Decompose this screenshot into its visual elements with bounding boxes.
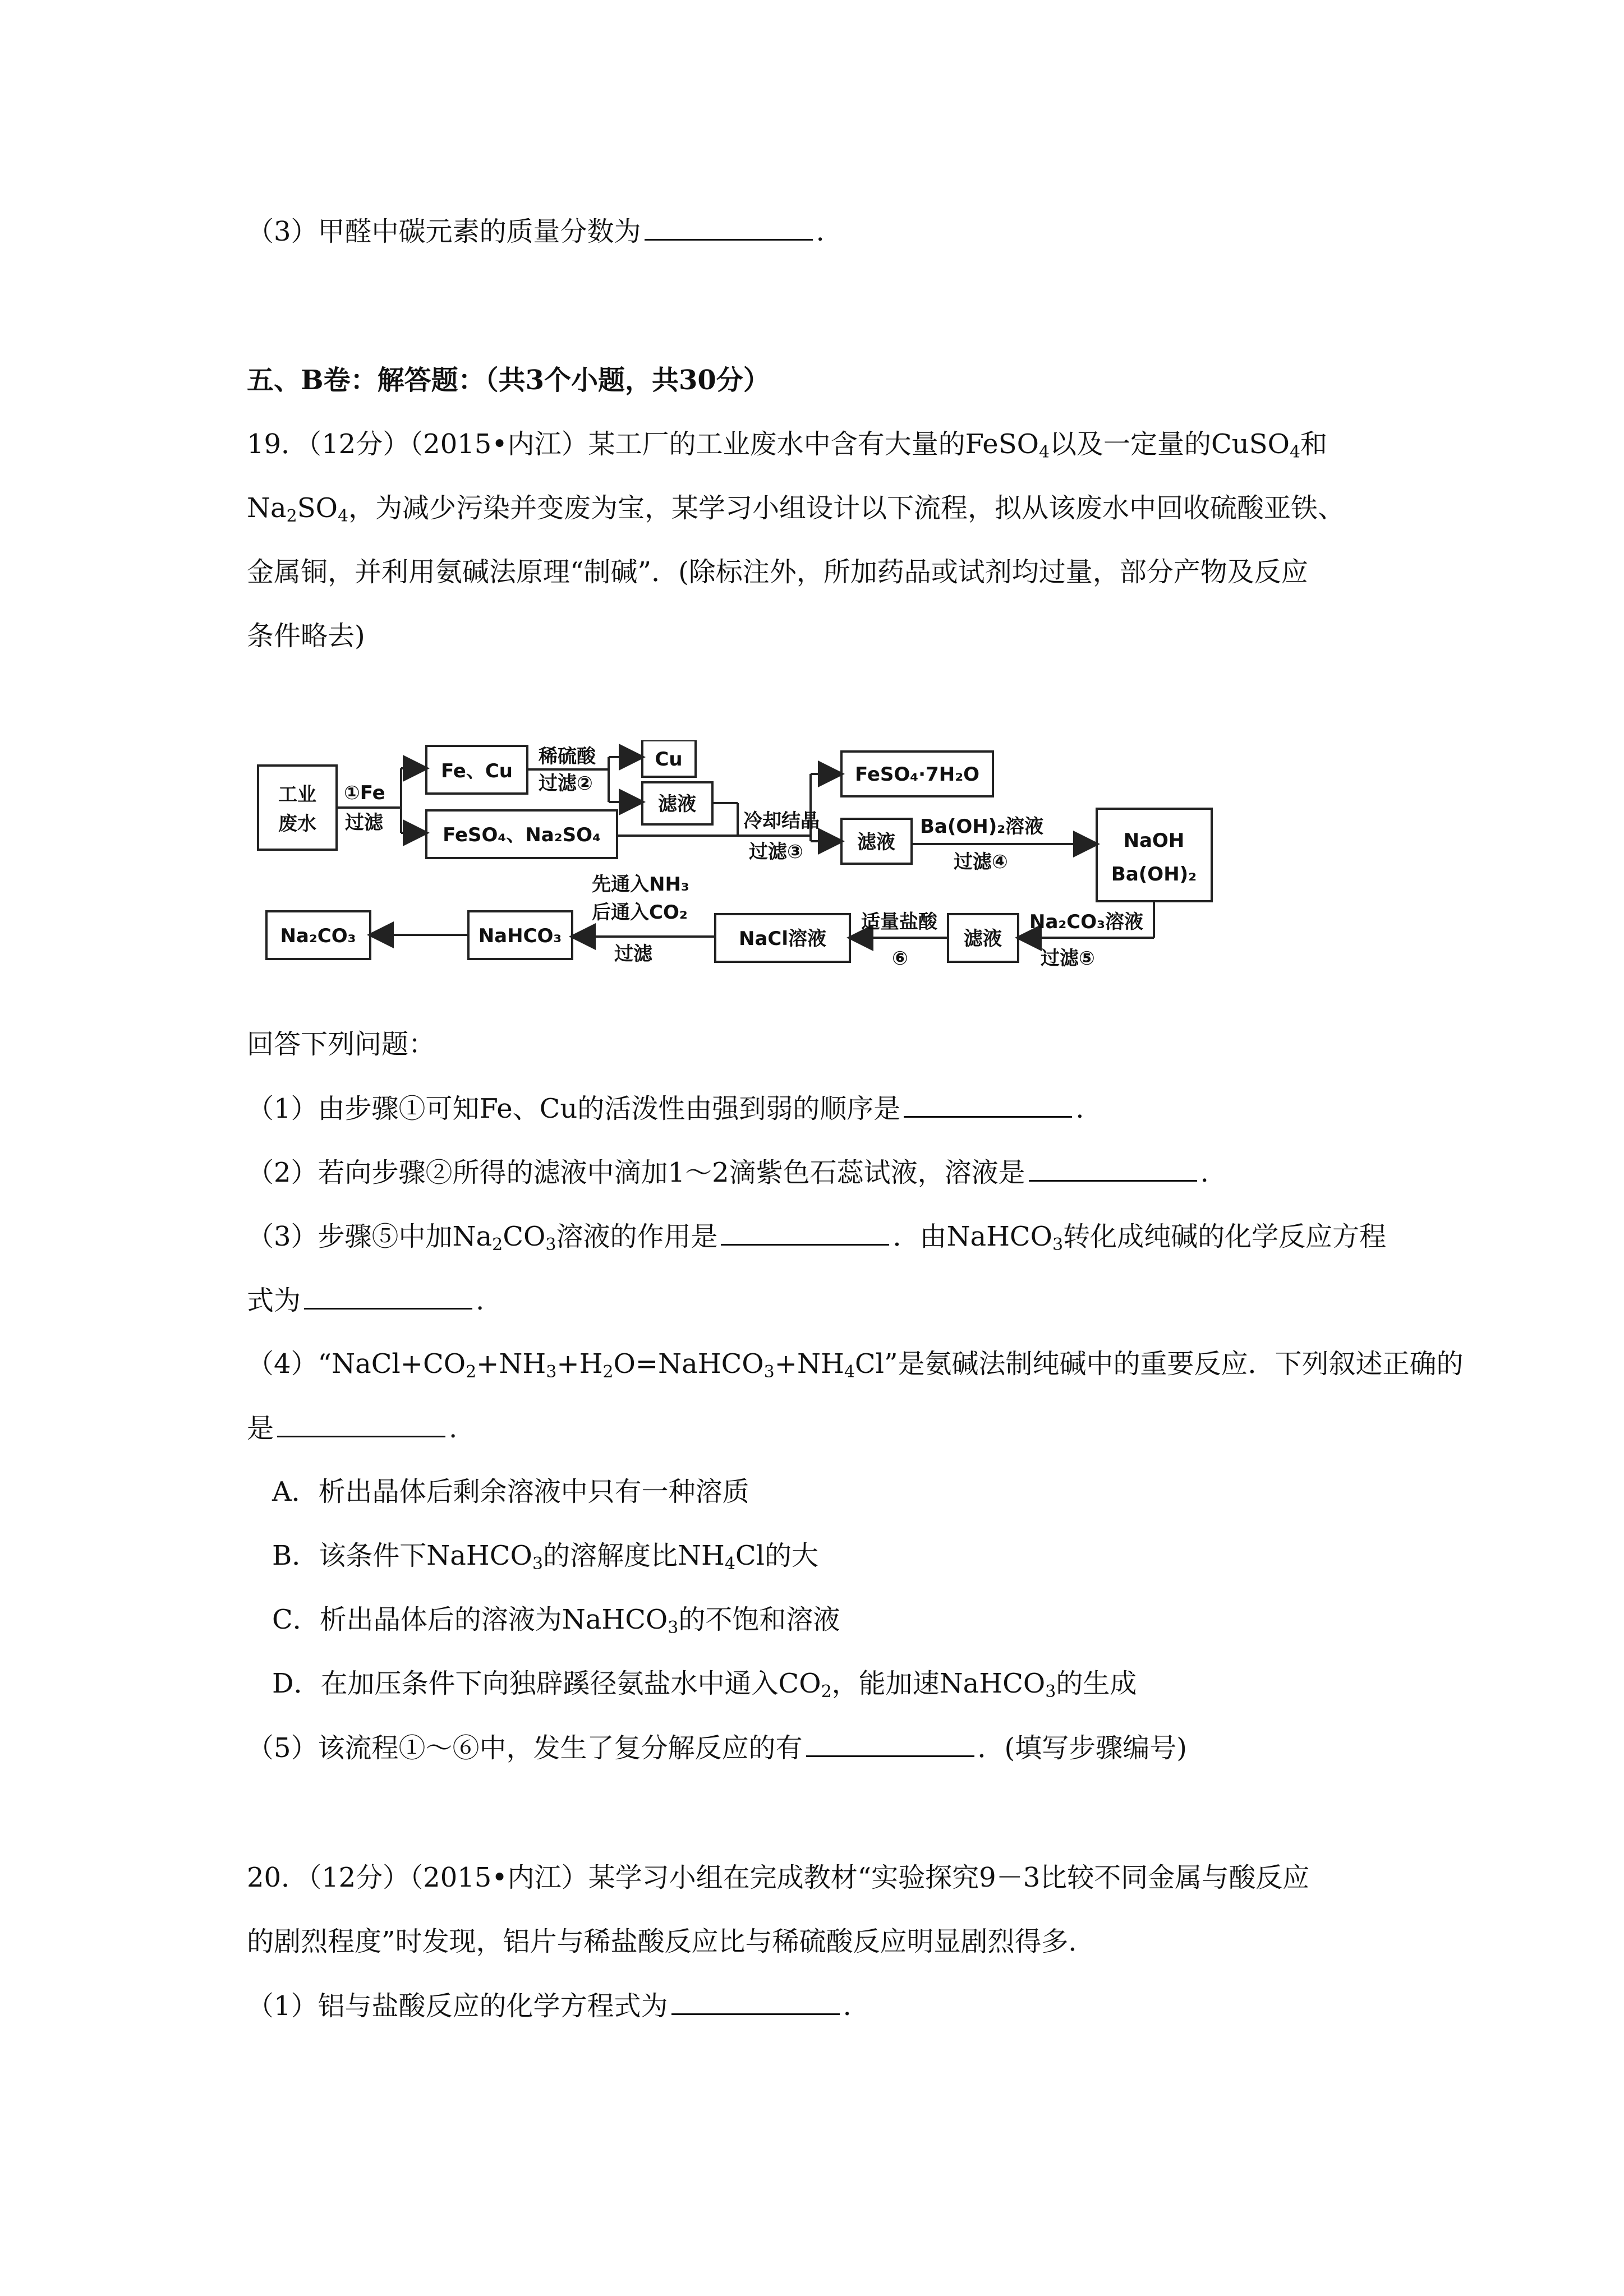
label-feso4-na2so4: FeSO₄、Na₂SO₄ [443,824,601,846]
question-19-line1: 19．（12分）（2015•内江）某工厂的工业废水中含有大量的FeSO$_4$以及一定量的CuSO$_4$和 [247,428,1328,462]
question-19-line3: 金属铜，并利用氨碱法原理“制碱”．(除标注外，所加药品或试剂均过量，部分产物及反应 [247,556,1308,588]
answer-blank[interactable] [904,1091,1072,1118]
sub-question-4-line1: $(4)“NaCl+CO_2+NH_3+H_2O=NaHCO_3+NH_4Cl$”是氨碱法制纯碱中的重要反应．下列叙述正确的 [247,1348,1464,1382]
option-c[interactable]: C．析出晶体后的溶液为NaHCO$_3$的不饱和溶液 [272,1604,840,1638]
question-18-part3: （3）甲醛中碳元素的质量分数为 . [247,214,825,248]
label-baoh2: Ba(OH)₂ [1111,863,1197,886]
sub-question-2: （2）若向步骤②所得的滤液中滴加1～2滴紫色石蕊试液，溶液是 . [247,1155,1209,1190]
process-flow-diagram [255,740,1220,998]
label-na2co3: Na₂CO₃ [280,925,356,947]
answer-blank[interactable] [1029,1155,1197,1182]
label-step2-b: 过滤② [539,772,593,795]
label-fe-cu: Fe、Cu [440,760,513,782]
answer-blank[interactable] [806,1731,974,1757]
label-step6-b: ⑥ [892,947,908,970]
question-19-line4: 条件略去) [247,620,365,652]
question-19-line2: $Na_2SO_4$，为减少污染并变废为宝，某学习小组设计以下流程，拟从该废水中回收硫酸亚铁、 [247,492,1345,526]
option-b[interactable]: B．该条件下NaHCO$_3$的溶解度比$NH_4Cl$的大 [272,1540,818,1574]
label-step1-b: 过滤 [345,812,383,834]
label-step3-a: 冷却结晶 [743,810,820,832]
label-step4-a: Ba(OH)₂溶液 [920,815,1044,838]
label-naoh: NaOH [1123,829,1185,852]
answer-blank[interactable] [277,1411,445,1437]
label-step5-a: Na₂CO₃溶液 [1029,911,1144,933]
sub-question-4-line2: 是 . [247,1411,457,1445]
label-step2-a: 稀硫酸 [539,745,596,768]
label-waste-1: 工业 [278,783,316,806]
option-d[interactable]: D．在加压条件下向独辟蹊径氨盐水中通入$CO_2$，能加速NaHCO$_3$的生成 [272,1668,1137,1702]
sub-question-5: （5）该流程①～⑥中，发生了复分解反应的有 ．(填写步骤编号) [247,1731,1187,1765]
label-filtrate-3: 滤液 [964,928,1002,950]
label-gas-c: 过滤 [614,943,652,965]
question-20-part1: （1）铝与盐酸反应的化学方程式为 . [247,1989,852,2023]
label-cu: Cu [655,748,683,771]
label-gas-a: 先通入NH₃ [592,873,689,896]
answer-blank[interactable] [721,1219,889,1246]
label-step5-b: 过滤⑤ [1041,947,1095,970]
answer-blank[interactable] [304,1283,472,1310]
answer-blank[interactable] [671,1989,840,2015]
label-waste-2: 废水 [278,813,316,835]
box-naoh-baoh2 [1097,809,1212,901]
box-waste-water [258,766,337,850]
label-step1-a: ①Fe [344,782,385,804]
label-feso4-7h2o: FeSO₄·7H₂O [854,763,980,786]
label-filtrate-1: 滤液 [658,793,696,815]
sub-question-3-line1: （3）步骤⑤中加$Na_2CO_3$溶液的作用是 ．由NaHCO$_3$转化成纯碱的化学反应方程 [247,1219,1386,1253]
sub-question-3-line2: 式为 . [247,1283,484,1317]
label-step6-a: 适量盐酸 [861,911,937,933]
label-step4-b: 过滤④ [954,851,1008,873]
label-filtrate-2: 滤液 [857,831,895,854]
question-20-line2: 的剧烈程度”时发现，铝片与稀盐酸反应比与稀硫酸反应明显剧烈得多． [247,1926,1096,1957]
answer-intro: 回答下列问题： [247,1029,436,1060]
label-nacl-solution: NaCl溶液 [738,928,827,950]
sub-question-1: （1）由步骤①可知Fe、Cu的活泼性由强到弱的顺序是 . [247,1091,1084,1126]
label-nahco3: NaHCO₃ [478,925,562,947]
section-title: 五、B卷：解答题：（共3个小题，共30分） [247,365,770,396]
label-step3-b: 过滤③ [749,841,803,863]
question-20-line1: 20．（12分）（2015•内江）某学习小组在完成教材“实验探究9－3比较不同金属与酸反应 [247,1862,1310,1893]
option-a[interactable]: A．析出晶体后剩余溶液中只有一种溶质 [272,1476,749,1507]
label-gas-b: 后通入CO₂ [592,901,688,924]
answer-blank[interactable] [645,214,813,241]
